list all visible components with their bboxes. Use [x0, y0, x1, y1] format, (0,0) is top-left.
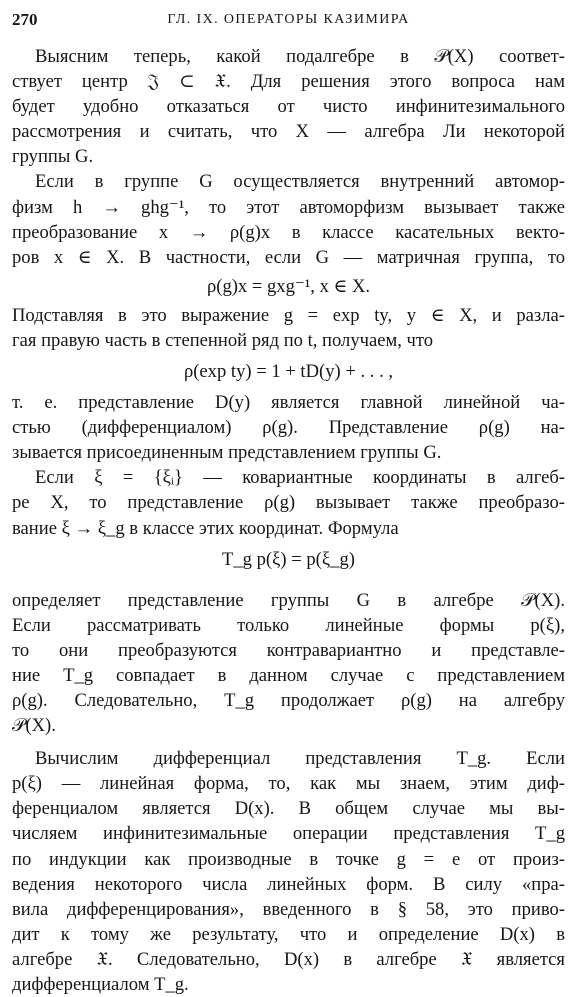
book-page [12, 6, 565, 995]
text-line: ние T_g совпадает в данном случае с представлением [12, 664, 565, 686]
text-line: 𝒫(X). [12, 715, 56, 737]
text-line: стью (дифференциалом) ρ(g). Представление ρ(g) на- [12, 417, 565, 439]
text-line: Если рассматривать только линейные формы p(ξ), [12, 614, 565, 636]
text-line: числяем инфинитезимальные операции представления T_g [12, 823, 565, 845]
formula-conjugation: ρ(g)x = gxg⁻¹, x ∈ X. [206, 275, 371, 297]
paragraph [12, 746, 565, 997]
text-line: алгебре 𝔛. Следовательно, D(x) в алгебре 𝔛 является [12, 948, 565, 970]
page-body [12, 44, 565, 997]
spacer [12, 578, 565, 588]
text-line: преобразование x → ρ(g)x в классе касательных векто- [12, 221, 565, 243]
text-line: группы G. [12, 146, 94, 168]
text-line: Если в группе G осуществляется внутренний автомор- [35, 171, 565, 193]
text-line: ствует центр 𝔍 ⊂ 𝔛. Для решения этого вопроса нам [12, 71, 565, 93]
text-line: ведения некоторого числа линейных форм. В силу «пра- [12, 873, 565, 895]
text-line: Подставляя в это выражение g = exp ty, y ∈ X, и разла- [12, 304, 565, 326]
text-line: ров x ∈ X. В частности, если G — матричная группа, то [12, 246, 565, 268]
paragraph [12, 390, 565, 465]
text-line: физм h → ghg⁻¹, то этот автоморфизм вызывает также [12, 196, 565, 218]
text-line: вила дифференцирования», введенного в § 58, это приво- [12, 898, 565, 920]
text-line: p(ξ) — линейная форма, то, как мы знаем, этим диф- [12, 773, 565, 795]
text-line: Выясним теперь, какой подалгебре в 𝒫(X) соответ- [35, 46, 565, 67]
text-line: дифференциалом T_g. [12, 974, 189, 995]
text-line: т. е. представление D(y) является главной линейной ча- [12, 392, 565, 414]
text-line: Вычислим дифференциал представления T_g. Если [35, 748, 565, 770]
text-line: гая правую часть в степенной ряд по t, получаем, что [12, 329, 434, 351]
paragraph [12, 588, 565, 739]
page-number: 270 [12, 10, 38, 29]
page-header [12, 6, 565, 36]
text-line: рассмотрения и считать, что X — алгебра Ли некоторой [12, 121, 565, 143]
text-line: по индукции как производные в точке g = e от произ- [12, 848, 565, 870]
text-line: то они преобразуются контравариантно и представле- [12, 639, 565, 661]
paragraph [12, 465, 565, 540]
text-line: дит к тому же результату, что и определение D(x) в [12, 923, 565, 945]
text-line: определяет представление группы G в алгебре 𝒫(X). [12, 589, 565, 611]
text-line: ρ(g). Следовательно, T_g продолжает ρ(g) на алгебру [12, 689, 565, 711]
text-line: вание ξ → ξ_g в классе этих координат. Формула [12, 517, 399, 539]
spacer [12, 738, 565, 746]
text-line: будет удобно отказаться от чисто инфинитезимального [12, 96, 565, 118]
running-head: ГЛ. IX. ОПЕРАТОРЫ КАЗИМИРА [167, 12, 410, 27]
text-line: ференциалом является D(x). В общем случае мы вы- [12, 798, 565, 820]
formula-representation: T_g p(ξ) = p(ξ_g) [222, 548, 355, 570]
text-line: ре X, то представление ρ(g) вызывает также преобразо- [12, 492, 565, 514]
paragraph [12, 303, 565, 353]
paragraph [12, 44, 565, 169]
text-line: Если ξ = {ξᵢ} — ковариантные координаты в алгеб- [35, 467, 565, 489]
text-line: зывается присоединенным представлением группы G. [12, 442, 442, 464]
formula-expansion: ρ(exp ty) = 1 + tD(y) + . . . , [183, 361, 394, 383]
paragraph [12, 169, 565, 269]
